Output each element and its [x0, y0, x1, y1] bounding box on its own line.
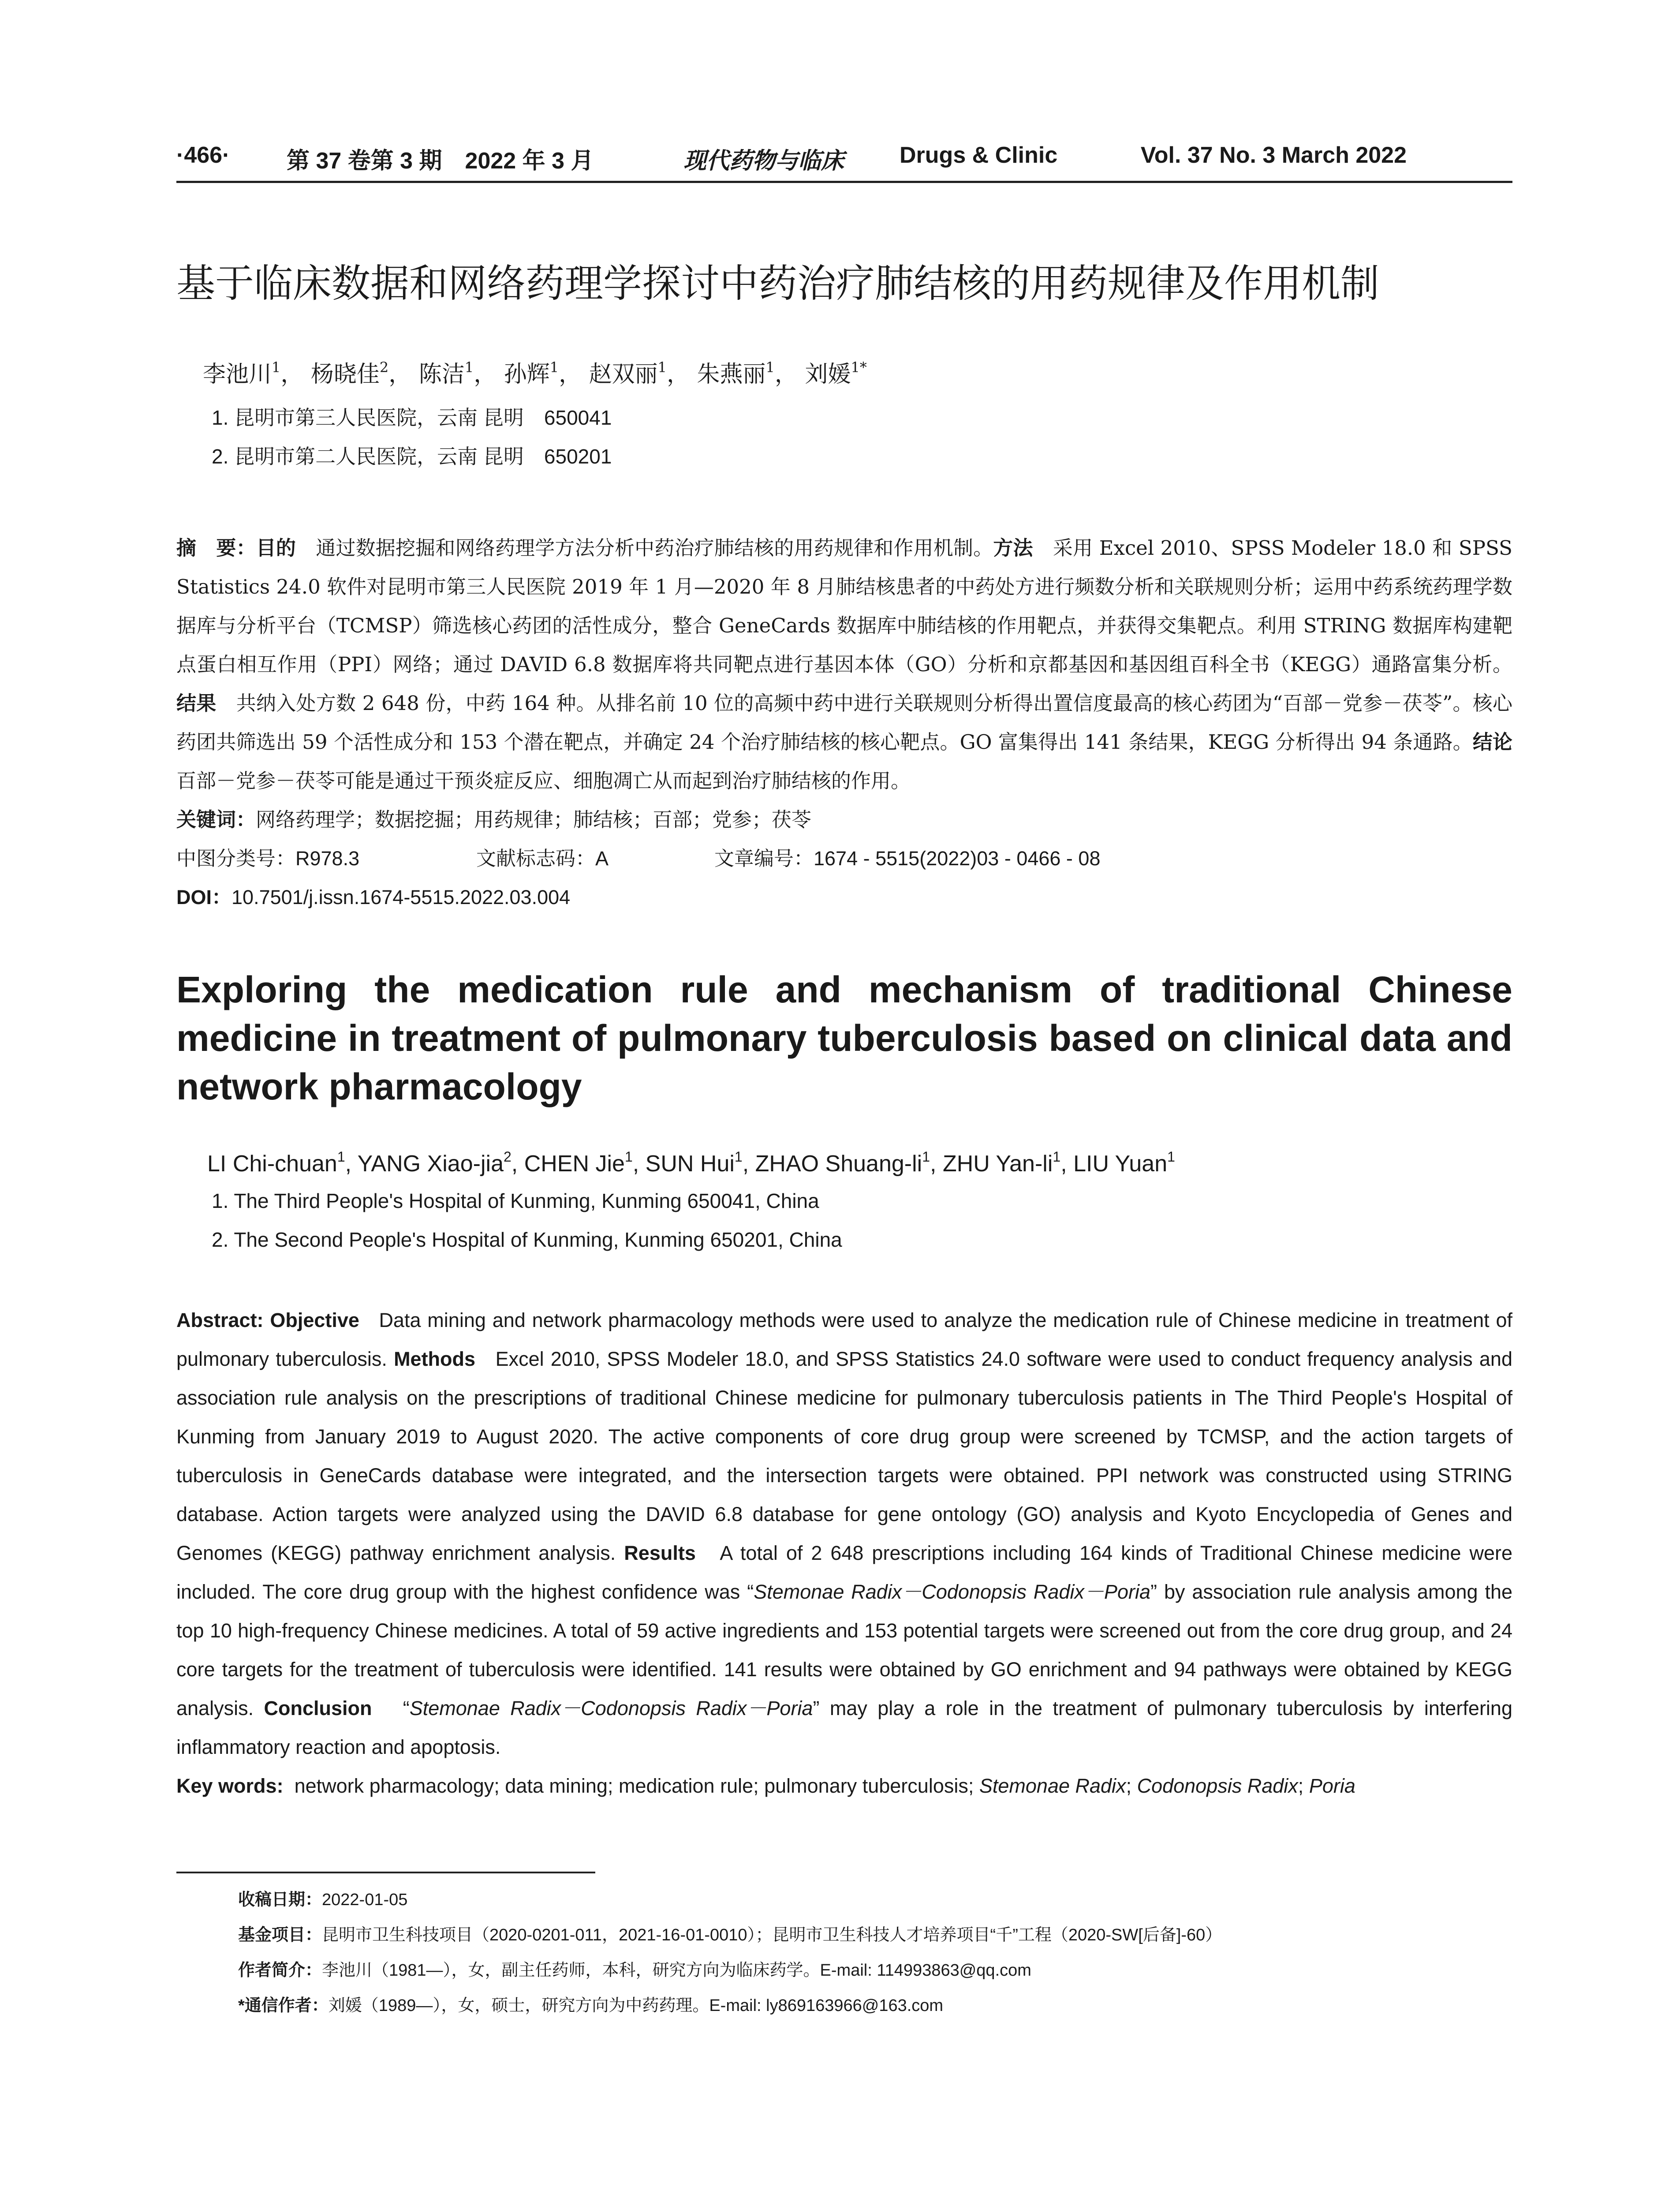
- footnote-corresponding: [238, 1988, 1512, 2023]
- page-number: ·466·: [176, 142, 230, 168]
- doi-label: DOI：: [176, 886, 232, 908]
- author-bio-label: 作者简介：: [238, 1961, 322, 1980]
- affiliation-cn: 2. 昆明市第二人民医院，云南 昆明 650201: [212, 445, 612, 468]
- results-text-en-2: ” by association rule analysis among the top 10 high-frequency Chinese medicines. A total of 59 active ingredients and 153 potential targets were screened out from the core drug group, and 24 core targets for the treatment of tuberculosis were identified. 141 results were obtained by GO enrichment and 94 pathways were obtained by KEGG analysis.: [176, 1580, 1513, 1719]
- author-affil-mark: 1: [734, 1148, 743, 1165]
- author-en: ZHAO Shuang-li: [755, 1151, 922, 1177]
- keyword-separator: ;: [1298, 1774, 1309, 1797]
- objective-text-en: Data mining and network pharmacology methods were used to analyze the medication rule of Chinese medicine in treatment of pulmonary tuberculosis.: [176, 1308, 1512, 1370]
- objective-text-cn: 通过数据挖掘和网络药理学方法分析中药治疗肺结核的用药规律和作用机制。: [316, 536, 993, 560]
- results-text-cn: 共纳入处方数 2 648 份，中药 164 种。从排名前 10 位的高频中药中进行关联规则分析得出置信度最高的核心药团为“百部－党参－茯苓”。核心药团共筛选出 59 个活性成分和 153 个潜在靶点，并确定 24 个治疗肺结核的核心靶点。GO 富集得出 141 条结果，KEGG 分析得出 94 条通路。: [176, 691, 1512, 754]
- received-label: 收稿日期：: [238, 1890, 322, 1909]
- author-cn: 刘媛: [805, 361, 851, 388]
- abstract-label-en: Abstract:: [176, 1308, 264, 1331]
- herb-group-en: Stemonae Radix－Codonopsis Radix－Poria: [754, 1580, 1151, 1603]
- author-cn: 朱燕丽: [697, 361, 766, 388]
- running-header: [176, 132, 1512, 183]
- journal-name-cn: 现代药物与临床: [683, 147, 844, 174]
- author-affil-mark: 1: [624, 1148, 633, 1165]
- footnote-received: [238, 1882, 1512, 1917]
- affiliations-cn: [176, 398, 1512, 476]
- title-cn: 基于临床数据和网络药理学探讨中药治疗肺结核的用药规律及作用机制: [176, 262, 1380, 305]
- received-date: 2022-01-05: [322, 1890, 408, 1909]
- article-page: [176, 132, 1512, 2023]
- author-en: YANG Xiao-jia: [357, 1151, 504, 1177]
- author-affil-mark: 1: [272, 359, 281, 376]
- keywords-en: [176, 1767, 1512, 1805]
- keyword-separator: ;: [1126, 1774, 1137, 1797]
- issue-info: 第 37 卷第 3 期 2022 年 3 月: [287, 148, 594, 174]
- results-text-en-1: A total of 2 648 prescriptions including 164 kinds of Traditional Chinese medicine were included. The core drug group with the highest confidence was “: [176, 1541, 1512, 1603]
- volume-info: Vol. 37 No. 3 March 2022: [1140, 142, 1407, 168]
- herb-group-en: Stemonae Radix－Codonopsis Radix－Poria: [409, 1697, 813, 1719]
- methods-text-cn: 采用 Excel 2010、SPSS Modeler 18.0 和 SPSS Statistics 24.0 软件对昆明市第三人民医院 2019 年 1 月—2020 年 8 月肺结核患者的中药处方进行频数分析和关联规则分析；运用中药系统药理学数据库与分析平台（TCMSP）筛选核心药团的活性成分，整合 GeneCards 数据库中肺结核的作用靶点，并获得交集靶点。利用 STRING 数据库构建靶点蛋白相互作用（PPI）网络；通过 DAVID 6.8 数据库将共同靶点进行基因本体（GO）分析和京都基因和基因组百科全书（KEGG）通路富集分析。: [176, 536, 1513, 676]
- doi-line: [176, 878, 1512, 917]
- conclusion-text-cn: 百部－党参－茯苓可能是通过干预炎症反应、细胞凋亡从而起到治疗肺结核的作用。: [176, 769, 911, 792]
- conclusion-label-cn: 结论: [1472, 730, 1512, 753]
- author-en: ZHU Yan-li: [942, 1151, 1053, 1177]
- fund-text: 昆明市卫生科技项目（2020-0201-011，2021-16-01-0010）；昆明市卫生科技人才培养项目“千”工程（2020-SW[后备]-60）: [322, 1925, 1222, 1944]
- keyword-herb: Codonopsis Radix: [1137, 1774, 1298, 1797]
- affiliation-en: 2. The Second People's Hospital of Kunming, Kunming 650201, China: [212, 1228, 842, 1251]
- journal-name-en: Drugs & Clinic: [900, 142, 1058, 168]
- conclusion-quote-open: “: [403, 1697, 410, 1719]
- author-en: CHEN Jie: [524, 1151, 625, 1177]
- author-affil-mark: 1: [765, 359, 775, 376]
- authors-en: LI Chi-chuan$^1$, YANG Xiao-jia$^2$, CHEN Jie$^1$, SUN Hui$^1$, ZHAO Shuang-$li^1$, ZHU Yan-$li^1$, LIU Yuan$^1$: [207, 1148, 1175, 1177]
- author-en: LI Chi-chuan: [207, 1151, 337, 1177]
- author-affil-mark: 1: [337, 1148, 345, 1165]
- footnotes: [176, 1882, 1512, 2023]
- corresponding-label: *通信作者：: [238, 1996, 329, 2015]
- keywords-text-en: network pharmacology; data mining; medication rule; pulmonary tuberculosis;: [294, 1774, 979, 1797]
- objective-label-en: Objective: [270, 1308, 359, 1331]
- author-cn: 李池川: [203, 361, 272, 388]
- author-affil-mark: 1: [549, 359, 559, 376]
- authors-cn: 李池川$^1$， 杨晓佳$^2$， 陈洁$^1$， 孙辉$^1$， 赵双丽$^1$， 朱燕丽$^1$， 刘媛$^{1*}$: [203, 359, 867, 388]
- footnote-fund: [238, 1917, 1512, 1953]
- affiliation-cn: 1. 昆明市第三人民医院，云南 昆明 650041: [212, 406, 612, 429]
- methods-label-cn: 方法: [993, 536, 1033, 559]
- clc-number: 中图分类号：R978.3: [176, 847, 360, 870]
- abstract-cn: [176, 529, 1512, 800]
- author-affil-mark: 1: [922, 1148, 930, 1165]
- author-cn: 陈洁: [418, 361, 465, 388]
- title-en: Exploring the medication rule and mechanism of traditional Chinese medicine in treatment of pulmonary tuberculosis based on clinical data and network pharmacology: [176, 968, 1512, 1107]
- results-label-cn: 结果: [176, 691, 217, 714]
- abstract-label-cn: 摘 要：: [176, 536, 256, 559]
- affiliations-en: [176, 1181, 1512, 1259]
- author-affil-mark: 1: [464, 359, 474, 376]
- author-affil-mark: 2: [503, 1148, 511, 1165]
- author-cn: 赵双丽: [589, 361, 658, 388]
- author-affil-mark: 2: [379, 359, 389, 376]
- article-number: 文章编号：1674 - 5515(2022)03 - 0466 - 08: [714, 847, 1101, 870]
- author-en: SUN Hui: [645, 1151, 735, 1177]
- keywords-cn: [176, 800, 1512, 839]
- keyword-herb: Poria: [1309, 1774, 1355, 1797]
- affiliation-en: 1. The Third People's Hospital of Kunming, Kunming 650041, China: [212, 1189, 819, 1212]
- results-label-en: Results: [624, 1541, 696, 1564]
- keywords-label-en: Key words:: [176, 1774, 284, 1797]
- author-cn: 杨晓佳: [310, 361, 380, 388]
- conclusion-label-en: Conclusion: [264, 1697, 372, 1719]
- author-affil-mark: 1: [1167, 1148, 1175, 1165]
- methods-label-en: Methods: [394, 1347, 476, 1370]
- corresponding-text: 刘媛（1989—），女，硕士，研究方向为中药药理。E-mail: ly869163966@163.com: [328, 1996, 944, 2015]
- conclusion-text-en: ” may play a role in the treatment of pulmonary tuberculosis by interfering inflammatory reaction and apoptosis.: [176, 1697, 1512, 1758]
- document-code: 文献标志码：A: [476, 847, 609, 870]
- footnote-author: [238, 1953, 1512, 1988]
- author-affil-mark: 1: [1053, 1148, 1061, 1165]
- author-affil-mark: 1: [657, 359, 667, 376]
- objective-label-cn: 目的: [256, 536, 296, 559]
- keywords-text-cn: 网络药理学；数据挖掘；用药规律；肺结核；百部；党参；茯苓: [256, 808, 812, 831]
- abstract-en: [176, 1301, 1512, 1767]
- author-affil-mark: 1*: [851, 359, 867, 376]
- keyword-herb: Stemonae Radix: [979, 1774, 1126, 1797]
- doi-value: 10.7501/j.issn.1674-5515.2022.03.004: [231, 886, 571, 908]
- keywords-label-cn: 关键词：: [176, 808, 256, 831]
- classification-line: [176, 839, 1512, 878]
- footnote-divider: [176, 1872, 595, 1873]
- author-bio-text: 李池川（1981—），女，副主任药师，本科，研究方向为临床药学。E-mail: 114993863@qq.com: [322, 1961, 1031, 1980]
- fund-label: 基金项目：: [238, 1925, 322, 1944]
- methods-text-en: Excel 2010, SPSS Modeler 18.0, and SPSS Statistics 24.0 software were used to conduct frequency analysis and association rule analysis on the prescriptions of traditional Chinese medicine for pulmonary tuberculosis patients in The Third People's Hospital of Kunming from January 2019 to August 2020. The active components of core drug group were screened by TCMSP, and the action targets of tuberculosis in GeneCards database were integrated, and the intersection targets were obtained. PPI network was constructed using STRING database. Action targets were analyzed using the DAVID 6.8 database for gene ontology (GO) analysis and Kyoto Encyclopedia of Genes and Genomes (KEGG) pathway enrichment analysis.: [176, 1347, 1512, 1564]
- author-en: LIU Yuan: [1073, 1151, 1168, 1177]
- author-cn: 孙辉: [504, 361, 550, 388]
